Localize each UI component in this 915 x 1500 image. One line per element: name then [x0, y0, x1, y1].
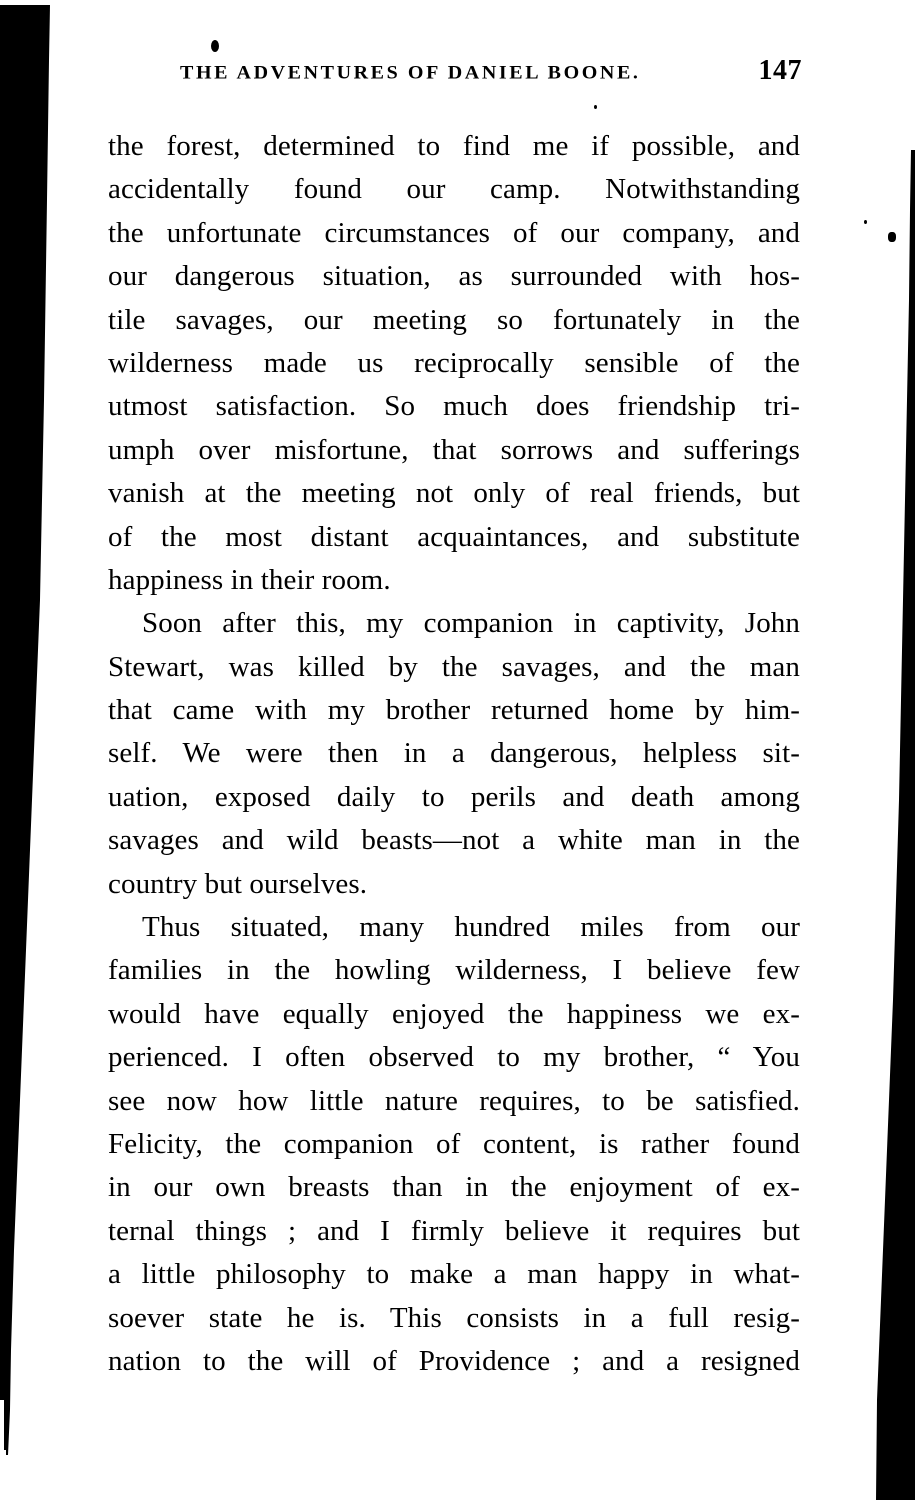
paragraph-3: [108, 906, 800, 1383]
text-line: families in the howling wilderness, I believe few: [108, 954, 800, 987]
paragraph-2: [108, 602, 800, 906]
text-line: the forest, determined to find me if possible, and: [108, 130, 800, 162]
text-line: would have equally enjoyed the happiness we ex-: [108, 997, 800, 1030]
ink-speck: [211, 40, 219, 52]
text-line: self. We were then in a dangerous, helpless sit-: [108, 737, 800, 770]
text-line: vanish at the meeting not only of real friends, but: [108, 477, 800, 510]
body-text: [108, 125, 800, 1383]
paragraph-1: [108, 125, 800, 602]
text-line: a little philosophy to make a man happy in what-: [108, 1258, 800, 1291]
text-line: Felicity, the companion of content, is rather found: [108, 1127, 800, 1160]
text-line: happiness in their room.: [108, 563, 391, 596]
ink-speck: [888, 232, 896, 242]
text-line: perienced. I often observed to my brother, “ You: [108, 1041, 800, 1074]
text-line: tile savages, our meeting so fortunately in the: [108, 303, 800, 336]
text-line: that came with my brother returned home by him-: [108, 694, 800, 727]
text-line: umph over misfortune, that sorrows and sufferings: [108, 433, 800, 466]
text-line: nation to the will of Providence ; and a resigned: [108, 1344, 800, 1377]
text-line: Thus situated, many hundred miles from our: [142, 911, 800, 944]
text-line: in our own breasts than in the enjoyment of ex-: [108, 1171, 800, 1204]
running-title: THE ADVENTURES OF DANIEL BOONE.: [180, 62, 641, 84]
text-line: wilderness made us reciprocally sensible of the: [108, 346, 800, 379]
page-number: 147: [758, 55, 802, 86]
ink-speck: [594, 105, 597, 109]
text-line: our dangerous situation, as surrounded with hos-: [108, 260, 800, 293]
scan-border-left: [0, 0, 60, 1500]
text-line: Stewart, was killed by the savages, and the man: [108, 650, 800, 683]
book-page: [108, 0, 803, 1500]
text-line: uation, exposed daily to perils and death among: [108, 780, 800, 813]
text-line: accidentally found our camp. Notwithstanding: [108, 173, 800, 206]
ink-speck: [864, 220, 867, 224]
text-line: country but ourselves.: [108, 867, 368, 900]
text-line: of the most distant acquaintances, and substitute: [108, 520, 800, 553]
text-line: the unfortunate circumstances of our company, and: [108, 216, 800, 249]
text-line: ternal things ; and I firmly believe it requires but: [108, 1214, 800, 1247]
text-line: utmost satisfaction. So much does friendship tri-: [108, 390, 800, 423]
text-line: see now how little nature requires, to be satisfied.: [108, 1084, 800, 1117]
text-line: Soon after this, my companion in captivity, John: [142, 607, 800, 640]
text-line: savages and wild beasts—not a white man in the: [108, 824, 800, 857]
scan-border-right: [855, 0, 915, 1500]
text-line: soever state he is. This consists in a full resig-: [108, 1301, 800, 1334]
running-header: [180, 55, 802, 89]
